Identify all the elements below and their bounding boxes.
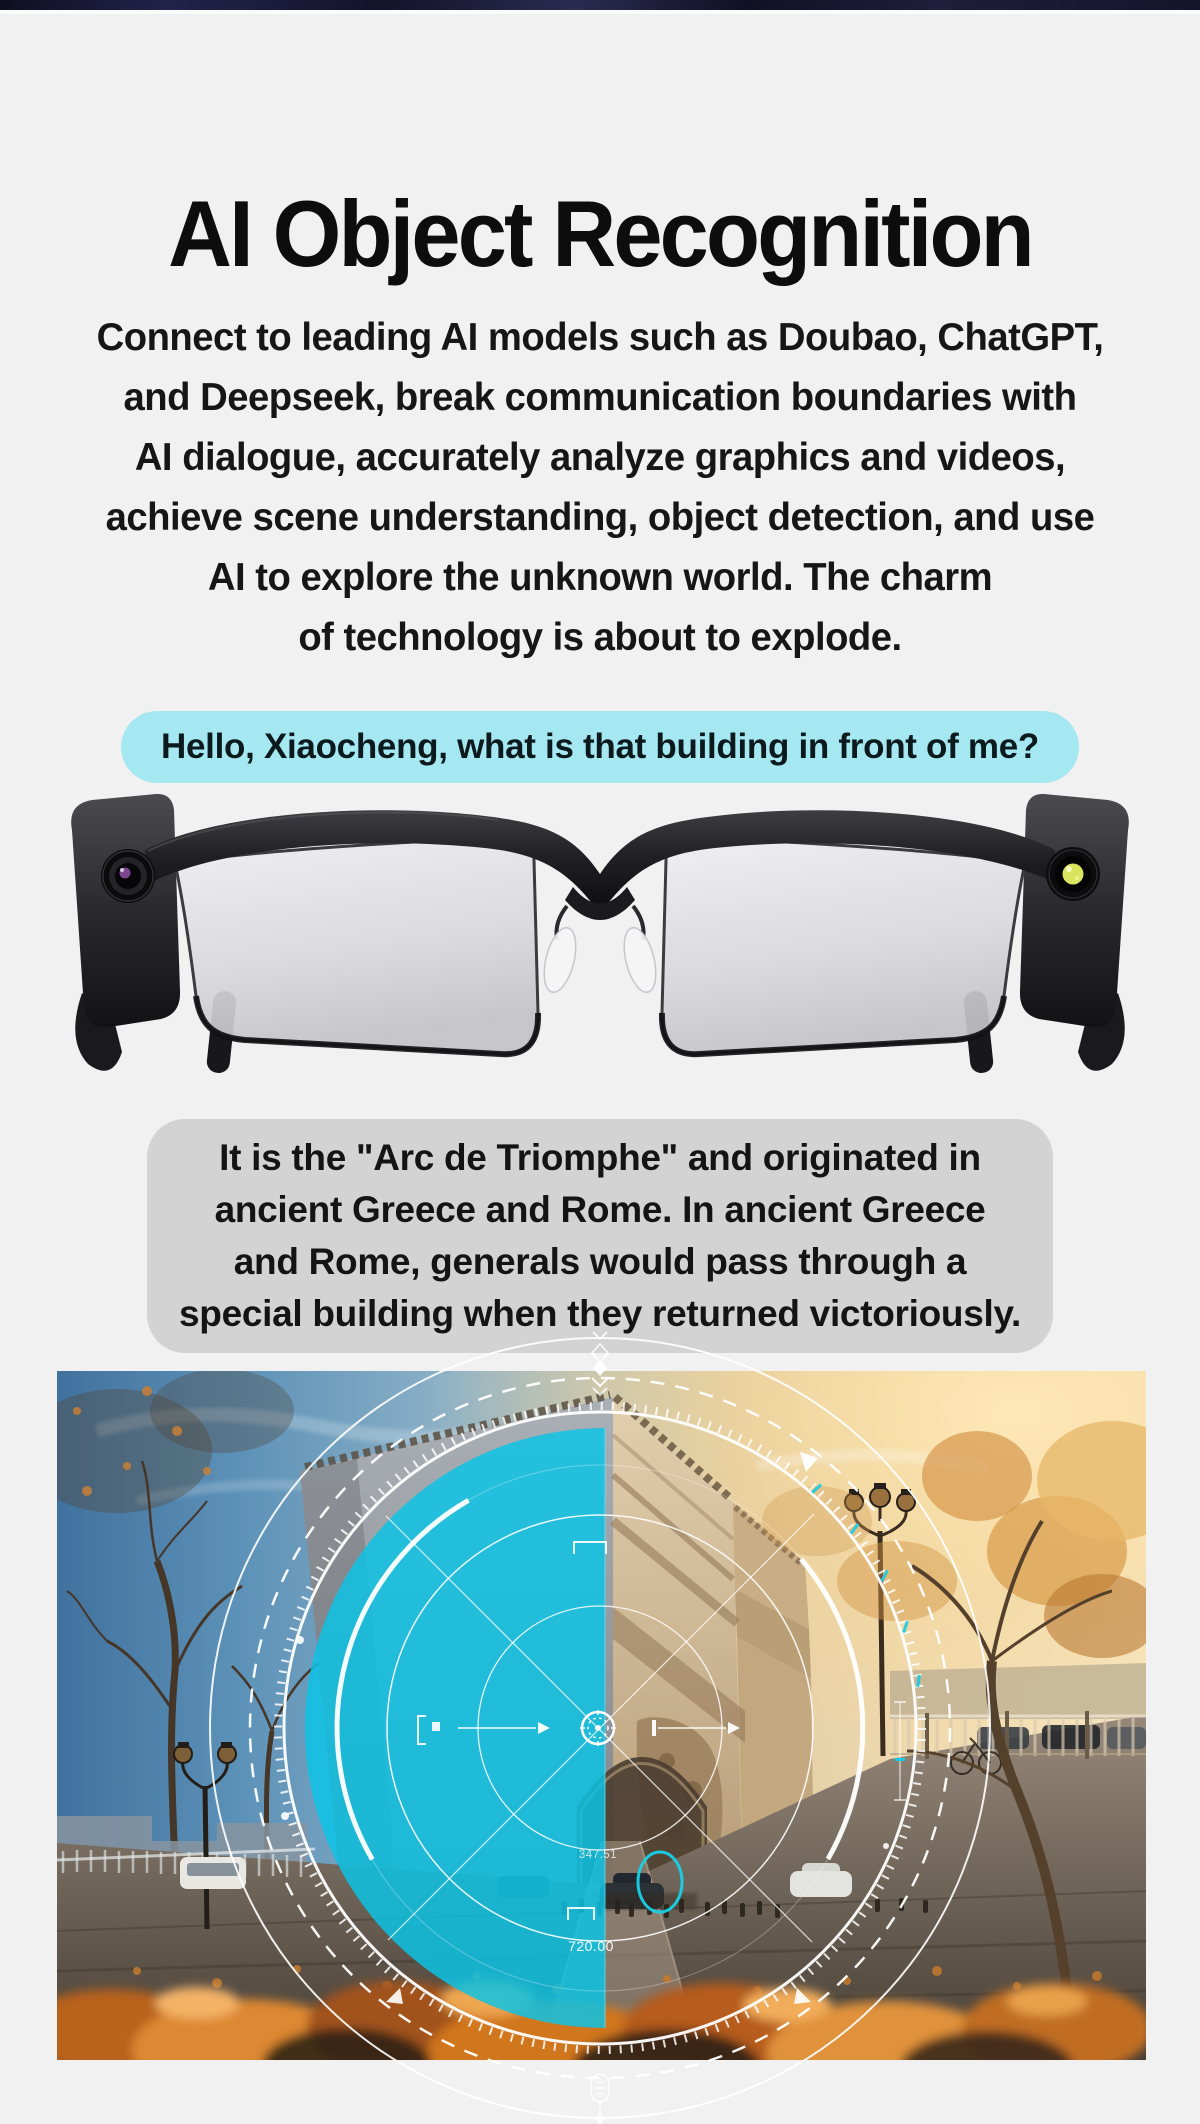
description-line: and Deepseek, break communication boundaries with xyxy=(123,376,1077,419)
answer-line: and Rome, generals would pass through a xyxy=(233,1241,967,1282)
question-text: Hello, Xiaocheng, what is that building in front of me? xyxy=(161,727,1039,766)
right-nose-pad xyxy=(618,925,661,996)
description-line: achieve scene understanding, object detection, and use xyxy=(105,496,1095,539)
mic-ornament-icon xyxy=(591,2074,609,2124)
chat-bubble-answer xyxy=(147,1119,1053,1353)
page-title: AI Object Recognition xyxy=(168,181,1032,286)
scene-photo-arc-de-triomphe xyxy=(57,1371,1146,2060)
right-buildings xyxy=(890,1663,1146,1719)
answer-line: ancient Greece and Rome. In ancient Greece xyxy=(214,1189,986,1230)
description-line: AI dialogue, accurately analyze graphics and videos, xyxy=(134,436,1066,479)
hud-radius-label-outer: 720.00 xyxy=(568,1938,614,1954)
answer-line: special building when they returned victoriously. xyxy=(179,1293,1021,1334)
smart-glasses-illustration xyxy=(60,788,1140,1090)
product-image-smart-glasses xyxy=(60,788,1140,1090)
right-lens xyxy=(662,838,1025,1054)
hud-radius-label-inner: 347.51 xyxy=(578,1849,618,1861)
top-section-divider xyxy=(0,10,1200,14)
ai-button-icon xyxy=(1046,847,1100,901)
top-section-edge xyxy=(0,0,1200,10)
scene-illustration xyxy=(57,1371,1146,2060)
left-nose-pad xyxy=(538,925,581,996)
description-line: AI to explore the unknown world. The charm xyxy=(207,556,993,599)
left-hinge-block xyxy=(71,794,180,1027)
description-line: Connect to leading AI models such as Doubao, ChatGPT, xyxy=(96,316,1104,359)
answer-line: It is the "Arc de Triomphe" and originated in xyxy=(219,1137,981,1178)
left-lens xyxy=(175,838,538,1054)
camera-lens-icon xyxy=(101,849,155,903)
chat-bubble-question xyxy=(121,711,1079,783)
hero-description xyxy=(12,308,1188,668)
right-hinge-block xyxy=(1020,794,1129,1027)
description-line: of technology is about to explode. xyxy=(298,616,902,659)
